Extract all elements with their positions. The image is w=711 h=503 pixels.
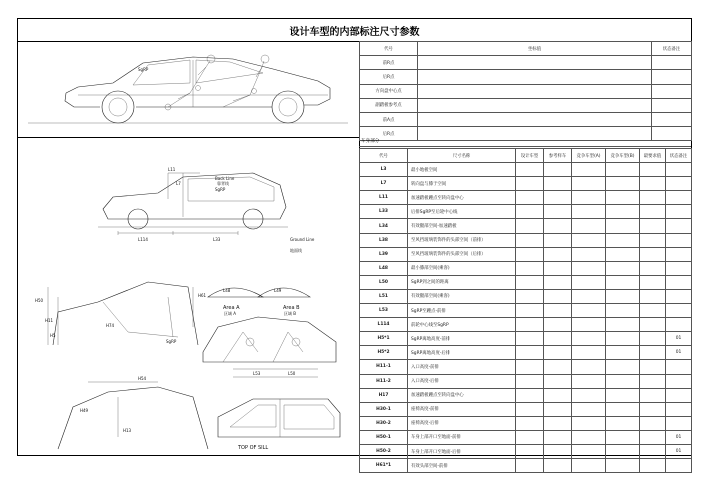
competitor-a-cell[interactable]	[572, 247, 606, 261]
competitor-b-cell[interactable]	[606, 444, 640, 458]
competitor-a-cell[interactable]	[572, 177, 606, 191]
reference-value-cell[interactable]	[544, 289, 572, 303]
design-value-cell[interactable]	[516, 304, 544, 318]
header-competitor-a: 竞争车型(A)	[572, 149, 606, 163]
table-row	[360, 332, 692, 346]
design-value-cell[interactable]	[516, 205, 544, 219]
reference-value-cell[interactable]	[544, 247, 572, 261]
note-cell[interactable]	[652, 84, 692, 98]
h74-label: H74	[106, 323, 115, 328]
row-description: 座椅高度-前排	[408, 402, 516, 416]
table-row	[360, 191, 692, 205]
requirement-cell[interactable]	[640, 247, 666, 261]
competitor-a-cell[interactable]	[572, 346, 606, 360]
competitor-a-cell[interactable]	[572, 289, 606, 303]
competitor-a-cell[interactable]	[572, 402, 606, 416]
row-code: L39	[360, 247, 408, 261]
competitor-b-cell[interactable]	[606, 360, 640, 374]
design-value-cell[interactable]	[516, 219, 544, 233]
design-value-cell[interactable]	[516, 360, 544, 374]
row-note[interactable]: 01	[666, 346, 692, 360]
competitor-b-cell[interactable]	[606, 247, 640, 261]
reference-value-cell[interactable]	[544, 388, 572, 402]
row-description: 入口高度-前排	[408, 360, 516, 374]
row-description: 车身上部开口至地面-后排	[408, 444, 516, 458]
note-cell[interactable]	[652, 56, 692, 70]
top-of-sill-label: TOP OF SILL	[238, 445, 269, 451]
area-a-label: Area A	[223, 305, 240, 311]
design-value-cell[interactable]	[516, 191, 544, 205]
row-description: 至风挡玻璃装饰件的头部空间（后排）	[408, 247, 516, 261]
row-code: L3	[360, 163, 408, 177]
design-value-cell[interactable]	[516, 289, 544, 303]
competitor-a-cell[interactable]	[572, 374, 606, 388]
row-code: H11-2	[360, 374, 408, 388]
reference-value-cell[interactable]	[544, 402, 572, 416]
reference-value-cell[interactable]	[544, 374, 572, 388]
competitor-a-cell[interactable]	[572, 416, 606, 430]
table-row	[360, 374, 692, 388]
sedan-side-view-drawing	[18, 41, 359, 137]
requirement-cell[interactable]	[640, 332, 666, 346]
reference-value-cell[interactable]	[544, 304, 572, 318]
area-a-cn-label: 区域 A	[224, 311, 237, 316]
reference-value-cell[interactable]	[544, 360, 572, 374]
header-code: 代号	[360, 42, 418, 56]
competitor-b-cell[interactable]	[606, 233, 640, 247]
competitor-a-cell[interactable]	[572, 191, 606, 205]
reference-value-cell[interactable]	[544, 261, 572, 275]
page-title: 设计车型的内部标注尺寸参数	[18, 19, 691, 42]
table-row	[360, 70, 692, 84]
h5-label: H5	[50, 333, 56, 338]
competitor-b-cell[interactable]	[606, 275, 640, 289]
ground-line-cn-label: 地面线	[290, 248, 302, 253]
competitor-a-cell[interactable]	[572, 261, 606, 275]
row-code: H5*1	[360, 332, 408, 346]
requirement-cell[interactable]	[640, 416, 666, 430]
design-value-cell[interactable]	[516, 247, 544, 261]
row-note[interactable]: 01	[666, 332, 692, 346]
competitor-a-cell[interactable]	[572, 388, 606, 402]
requirement-cell[interactable]	[640, 388, 666, 402]
reference-value-cell[interactable]	[544, 430, 572, 444]
row-note[interactable]	[666, 289, 692, 303]
row-code: L34	[360, 219, 408, 233]
competitor-b-cell[interactable]	[606, 289, 640, 303]
dimension-table	[359, 148, 692, 473]
competitor-a-cell[interactable]	[572, 205, 606, 219]
row-note[interactable]	[666, 304, 692, 318]
area-b-label: Area B	[283, 305, 300, 311]
table-row	[360, 346, 692, 360]
header-code: 代号	[360, 149, 408, 163]
table-row	[360, 56, 692, 70]
row-note[interactable]	[666, 177, 692, 191]
design-value-cell[interactable]	[516, 459, 544, 473]
row-note[interactable]	[666, 459, 692, 473]
note-cell[interactable]	[652, 98, 692, 112]
requirement-cell[interactable]	[640, 444, 666, 458]
header-requirement: 最要求值	[640, 149, 666, 163]
row-description: 有效头部空间-前排	[408, 459, 516, 473]
row-code: 后R点	[360, 127, 418, 141]
spec-sheet	[17, 18, 692, 469]
row-code: L114	[360, 318, 408, 332]
row-code: H61*1	[360, 459, 408, 473]
l50-label: L50	[288, 371, 296, 376]
competitor-b-cell[interactable]	[606, 219, 640, 233]
row-description: SgRP离地高度-后排	[408, 346, 516, 360]
competitor-a-cell[interactable]	[572, 318, 606, 332]
row-code: H17	[360, 388, 408, 402]
row-code: H5*2	[360, 346, 408, 360]
data-pane	[359, 41, 691, 469]
header-name: 尺寸名称	[408, 149, 516, 163]
row-code: L33	[360, 205, 408, 219]
reference-value-cell[interactable]	[544, 205, 572, 219]
row-code: L38	[360, 233, 408, 247]
row-note[interactable]	[666, 388, 692, 402]
header-note: 状态备注	[652, 42, 692, 56]
row-code: 前A点	[360, 112, 418, 126]
row-description: 至风挡玻璃装饰件的头部空间（前排）	[408, 233, 516, 247]
competitor-a-cell[interactable]	[572, 219, 606, 233]
h54-label: H54	[138, 376, 147, 381]
l33-label: L33	[213, 237, 221, 242]
table-row	[360, 205, 692, 219]
requirement-cell[interactable]	[640, 346, 666, 360]
competitor-b-cell[interactable]	[606, 318, 640, 332]
table-header-row	[360, 42, 692, 56]
table-row	[360, 261, 692, 275]
table-row	[360, 444, 692, 458]
competitor-b-cell[interactable]	[606, 402, 640, 416]
requirement-cell[interactable]	[640, 261, 666, 275]
requirement-cell[interactable]	[640, 318, 666, 332]
design-value-cell[interactable]	[516, 402, 544, 416]
table-row	[360, 402, 692, 416]
ground-line-label: Ground Line	[290, 237, 315, 242]
row-description: SgRP离地高度-前排	[408, 332, 516, 346]
row-description: 最小膝部空间(乘客)	[408, 261, 516, 275]
requirement-cell[interactable]	[640, 459, 666, 473]
h11-label: H11	[45, 318, 54, 323]
header-coordinate: 坐标值	[418, 42, 652, 56]
table-row	[360, 112, 692, 126]
table-row	[360, 177, 692, 191]
row-note[interactable]	[666, 318, 692, 332]
competitor-a-cell[interactable]	[572, 163, 606, 177]
competitor-b-cell[interactable]	[606, 191, 640, 205]
competitor-a-cell[interactable]	[572, 360, 606, 374]
interior-dimension-drawings	[18, 137, 359, 455]
row-description: 车身上部开口至地面-前排	[408, 430, 516, 444]
competitor-b-cell[interactable]	[606, 430, 640, 444]
table-row	[360, 304, 692, 318]
requirement-cell[interactable]	[640, 177, 666, 191]
competitor-b-cell[interactable]	[606, 388, 640, 402]
row-note[interactable]	[666, 191, 692, 205]
competitor-a-cell[interactable]	[572, 444, 606, 458]
row-code: 前R点	[360, 56, 418, 70]
reference-value-cell[interactable]	[544, 191, 572, 205]
header-competitor-b: 竞争车型(B)	[606, 149, 640, 163]
competitor-b-cell[interactable]	[606, 304, 640, 318]
requirement-cell[interactable]	[640, 374, 666, 388]
design-value-cell[interactable]	[516, 388, 544, 402]
l114-label: L114	[138, 237, 148, 242]
design-value-cell[interactable]	[516, 374, 544, 388]
design-value-cell[interactable]	[516, 233, 544, 247]
competitor-a-cell[interactable]	[572, 275, 606, 289]
design-value-cell[interactable]	[516, 346, 544, 360]
note-cell[interactable]	[652, 112, 692, 126]
competitor-a-cell[interactable]	[572, 459, 606, 473]
competitor-a-cell[interactable]	[572, 304, 606, 318]
table-row	[360, 388, 692, 402]
requirement-cell[interactable]	[640, 360, 666, 374]
row-note[interactable]	[666, 205, 692, 219]
coordinate-cell[interactable]	[418, 70, 652, 84]
competitor-b-cell[interactable]	[606, 346, 640, 360]
l7-label: L7	[176, 181, 181, 186]
row-note[interactable]: 01	[666, 444, 692, 458]
row-description: SgRP到之间的距离	[408, 275, 516, 289]
table-row	[360, 416, 692, 430]
design-value-cell[interactable]	[516, 177, 544, 191]
row-description: 入口高度-后排	[408, 374, 516, 388]
reference-value-cell[interactable]	[544, 416, 572, 430]
requirement-cell[interactable]	[640, 205, 666, 219]
row-note[interactable]	[666, 416, 692, 430]
l48-label: L48	[223, 288, 231, 293]
row-code: H50-2	[360, 444, 408, 458]
row-note[interactable]: 01	[666, 430, 692, 444]
row-description: 转向盘与膝于空间	[408, 177, 516, 191]
requirement-cell[interactable]	[640, 233, 666, 247]
row-note[interactable]	[666, 275, 692, 289]
design-value-cell[interactable]	[516, 416, 544, 430]
competitor-b-cell[interactable]	[606, 205, 640, 219]
requirement-cell[interactable]	[640, 430, 666, 444]
row-description: 座椅高度-后排	[408, 416, 516, 430]
row-note[interactable]	[666, 233, 692, 247]
row-code: H11-1	[360, 360, 408, 374]
h49-label: H49	[80, 408, 89, 413]
design-value-cell[interactable]	[516, 275, 544, 289]
l53-label: L53	[253, 371, 261, 376]
reference-value-cell[interactable]	[544, 275, 572, 289]
competitor-b-cell[interactable]	[606, 374, 640, 388]
reference-value-cell[interactable]	[544, 177, 572, 191]
row-description: 前轮中心线至SgRP	[408, 318, 516, 332]
row-code: H30-2	[360, 416, 408, 430]
row-description: 有效腿部空间(乘客)	[408, 289, 516, 303]
row-code: L48	[360, 261, 408, 275]
table-row	[360, 360, 692, 374]
row-description: 后排SgRP至后轮中心线	[408, 205, 516, 219]
requirement-cell[interactable]	[640, 163, 666, 177]
row-code: 方向盘中心点	[360, 84, 418, 98]
h13-label: H13	[123, 428, 132, 433]
row-code: L51	[360, 289, 408, 303]
row-note[interactable]	[666, 163, 692, 177]
requirement-cell[interactable]	[640, 275, 666, 289]
reference-value-cell[interactable]	[544, 163, 572, 177]
design-value-cell[interactable]	[516, 318, 544, 332]
row-description: SgRP至踵点-前排	[408, 304, 516, 318]
competitor-b-cell[interactable]	[606, 332, 640, 346]
table-row	[360, 247, 692, 261]
h50-label: H50	[35, 298, 44, 303]
row-note[interactable]	[666, 360, 692, 374]
coordinate-cell[interactable]	[418, 98, 652, 112]
row-note[interactable]	[666, 261, 692, 275]
row-note[interactable]	[666, 247, 692, 261]
header-reference: 参考样车	[544, 149, 572, 163]
coordinate-cell[interactable]	[418, 84, 652, 98]
reference-value-cell[interactable]	[544, 332, 572, 346]
area-b-cn-label: 区域 B	[284, 311, 297, 316]
dimension-rows	[360, 163, 692, 473]
table-row	[360, 459, 692, 473]
design-value-cell[interactable]	[516, 261, 544, 275]
row-note[interactable]	[666, 219, 692, 233]
table-header-row	[360, 149, 692, 163]
competitor-a-cell[interactable]	[572, 332, 606, 346]
reference-points-table	[359, 41, 692, 141]
row-code: L53	[360, 304, 408, 318]
row-code: H30-1	[360, 402, 408, 416]
requirement-cell[interactable]	[640, 289, 666, 303]
table-row	[360, 289, 692, 303]
back-line-label: Back Line	[215, 176, 235, 181]
reference-value-cell[interactable]	[544, 346, 572, 360]
sgrp-label-low: SgRP	[166, 339, 177, 344]
coordinate-cell[interactable]	[418, 112, 652, 126]
table-row	[360, 98, 692, 112]
row-description: 加速踏板踵点至转向盘中心	[408, 191, 516, 205]
reference-value-cell[interactable]	[544, 219, 572, 233]
back-line-cn-label: 靠背线	[217, 181, 229, 186]
sgrp-label-mid: SgRP	[215, 187, 226, 192]
row-note[interactable]	[666, 402, 692, 416]
competitor-b-cell[interactable]	[606, 261, 640, 275]
reference-value-cell[interactable]	[544, 233, 572, 247]
requirement-cell[interactable]	[640, 402, 666, 416]
table-row	[360, 219, 692, 233]
reference-value-cell[interactable]	[544, 444, 572, 458]
row-code: L50	[360, 275, 408, 289]
competitor-b-cell[interactable]	[606, 416, 640, 430]
requirement-cell[interactable]	[640, 219, 666, 233]
header-note: 状态备注	[666, 149, 692, 163]
h61-label: H61	[198, 293, 207, 298]
competitor-b-cell[interactable]	[606, 459, 640, 473]
competitor-b-cell[interactable]	[606, 177, 640, 191]
row-description: 加速踏板踵点至转向盘中心	[408, 388, 516, 402]
requirement-cell[interactable]	[640, 304, 666, 318]
section-label: 车身部分	[359, 137, 691, 147]
note-cell[interactable]	[652, 70, 692, 84]
competitor-a-cell[interactable]	[572, 430, 606, 444]
competitor-b-cell[interactable]	[606, 163, 640, 177]
competitor-a-cell[interactable]	[572, 233, 606, 247]
table-row	[360, 430, 692, 444]
l49-label: L49	[274, 288, 282, 293]
drawing-pane	[18, 41, 360, 455]
table-row	[360, 84, 692, 98]
sgrp-label-top: SgRP	[138, 67, 149, 72]
row-note[interactable]	[666, 374, 692, 388]
row-description: 有效腿部空间-加速踏板	[408, 219, 516, 233]
row-code: L7	[360, 177, 408, 191]
row-code: 副踏板参考点	[360, 98, 418, 112]
design-value-cell[interactable]	[516, 430, 544, 444]
l11-label: L11	[168, 167, 176, 172]
coordinate-cell[interactable]	[418, 56, 652, 70]
row-description: 最小地板空间	[408, 163, 516, 177]
table-row	[360, 275, 692, 289]
sedan-drawing-panel	[18, 41, 359, 138]
design-value-cell[interactable]	[516, 332, 544, 346]
row-code: 后R点	[360, 70, 418, 84]
design-value-cell[interactable]	[516, 444, 544, 458]
row-code: H50-1	[360, 430, 408, 444]
table-row	[360, 233, 692, 247]
reference-value-cell[interactable]	[544, 318, 572, 332]
row-code: L11	[360, 191, 408, 205]
table-row	[360, 163, 692, 177]
header-design: 设计车型	[516, 149, 544, 163]
table-row	[360, 318, 692, 332]
requirement-cell[interactable]	[640, 191, 666, 205]
design-value-cell[interactable]	[516, 163, 544, 177]
reference-value-cell[interactable]	[544, 459, 572, 473]
